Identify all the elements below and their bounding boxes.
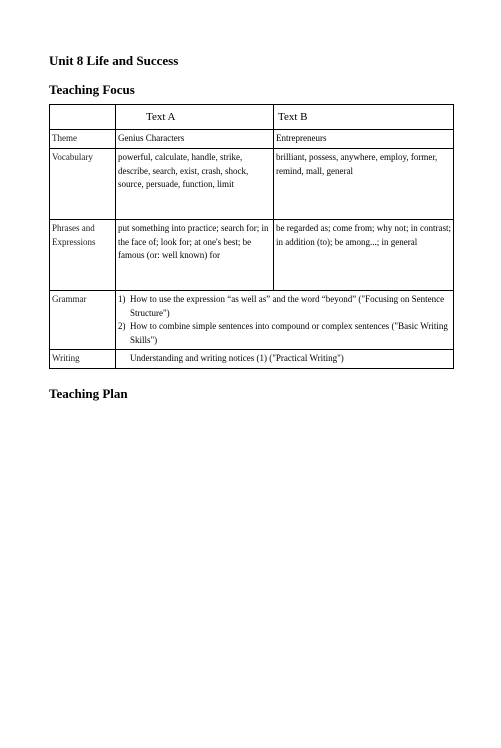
table-row-grammar xyxy=(50,291,454,350)
grammar-content xyxy=(116,291,454,350)
table-row-writing xyxy=(50,350,454,369)
row-label-vocabulary: Vocabulary xyxy=(50,149,116,220)
vocabulary-text-b: brilliant, possess, anywhere, employ, former, remind, mall, general xyxy=(274,149,454,220)
row-label-grammar: Grammar xyxy=(50,291,116,350)
header-text-a: Text A xyxy=(116,105,274,130)
writing-content: Understanding and writing notices (1) ("Practical Writing") xyxy=(116,350,454,369)
table-row-vocabulary xyxy=(50,149,454,220)
teaching-plan-heading: Teaching Plan xyxy=(49,386,128,401)
header-blank-cell xyxy=(50,105,116,130)
grammar-item-number: 1) xyxy=(118,294,126,304)
grammar-item-text: How to use the expression “as well as” and the word “beyond” ("Focusing on Sentence Structure") xyxy=(130,294,445,318)
row-label-theme: Theme xyxy=(50,130,116,149)
vocabulary-text-a: powerful, calculate, handle, strike, describe, search, exist, crash, shock, source, persuade, function, limit xyxy=(116,149,274,220)
row-label-phrases: Phrases and Expressions xyxy=(50,220,116,291)
grammar-item-number: 2) xyxy=(118,321,126,331)
theme-text-b: Entrepreneurs xyxy=(274,130,454,149)
grammar-item xyxy=(118,320,451,347)
teaching-focus-table xyxy=(49,104,454,369)
phrases-text-b: be regarded as; come from; why not; in contrast; in addition (to); be among...; in general xyxy=(274,220,454,291)
table-row-phrases xyxy=(50,220,454,291)
grammar-item xyxy=(118,293,451,320)
table-header-row xyxy=(50,105,454,130)
teaching-focus-heading: Teaching Focus xyxy=(49,82,135,97)
grammar-list xyxy=(118,293,451,347)
row-label-writing: Writing xyxy=(50,350,116,369)
theme-text-a: Genius Characters xyxy=(116,130,274,149)
table-row-theme xyxy=(50,130,454,149)
header-text-b: Text B xyxy=(274,105,454,130)
unit-title: Unit 8 Life and Success xyxy=(49,53,179,68)
phrases-text-a: put something into practice; search for; in the face of; look for; at one's best; be famous (or: well known) for xyxy=(116,220,274,291)
grammar-item-text: How to combine simple sentences into compound or complex sentences ("Basic Writing Skills") xyxy=(130,321,448,345)
